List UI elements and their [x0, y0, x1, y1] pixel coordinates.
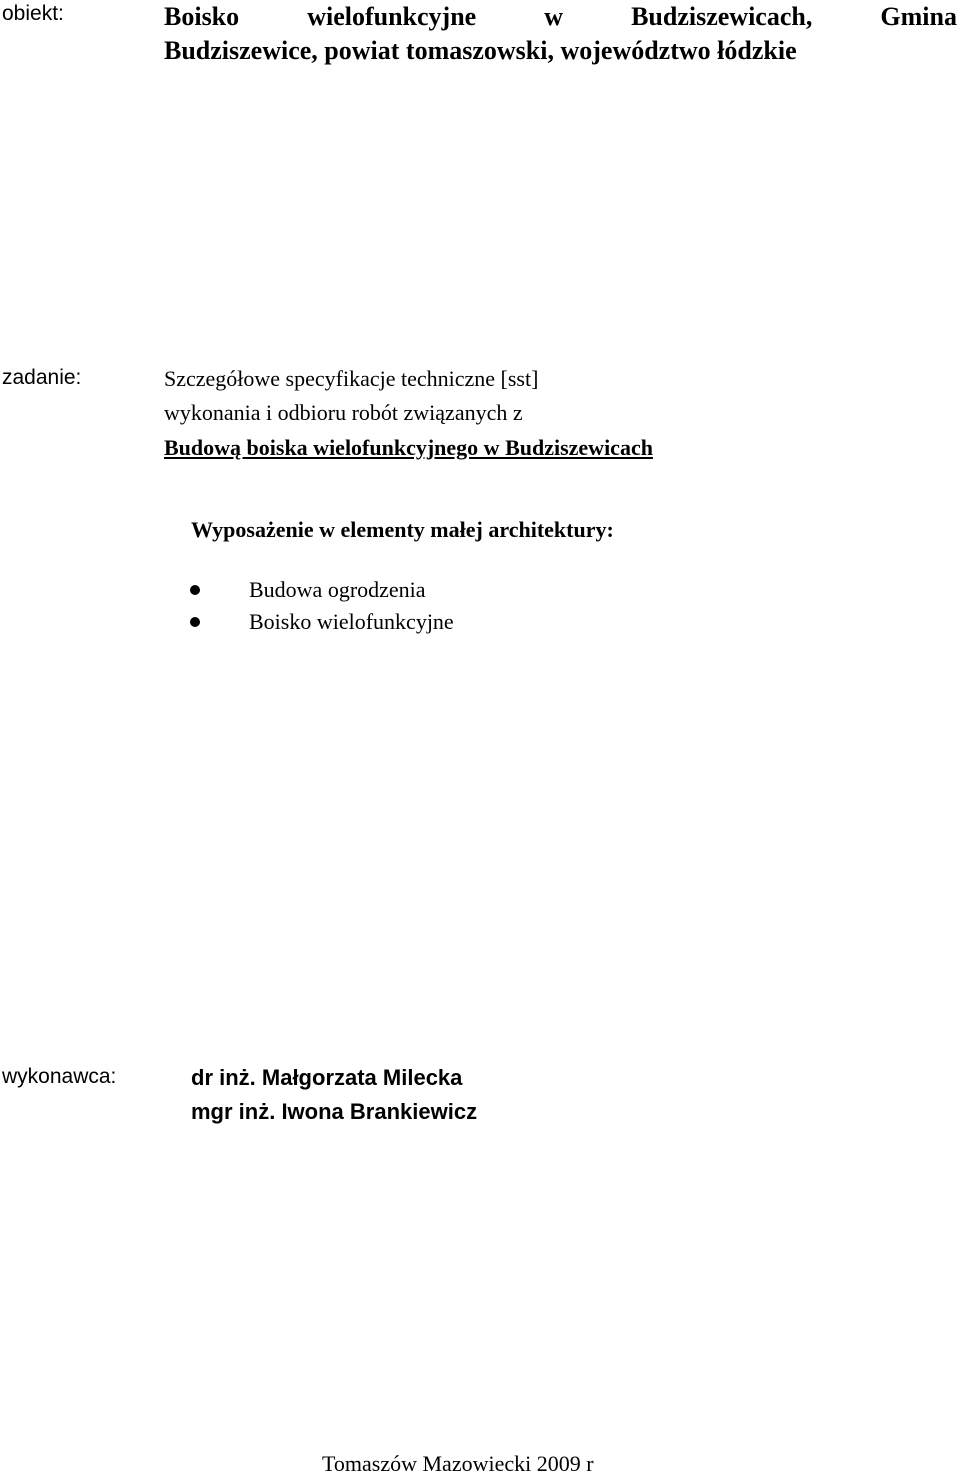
object-title-word: Gmina [880, 2, 957, 31]
object-title-line2: Budziszewice, powiat tomaszowski, województwo łódzkie [164, 36, 797, 65]
object-title-word: w [544, 2, 564, 31]
wykonawca-label: wykonawca: [2, 1065, 117, 1088]
contractor-name: dr inż. Małgorzata Milecka [191, 1065, 463, 1090]
list-item [190, 574, 426, 606]
task-line1: Szczegółowe specyfikacje techniczne [sst] [164, 366, 539, 391]
scope-heading: Wyposażenie w elementy małej architektury: [191, 517, 614, 542]
list-item-text: Boisko wielofunkcyjne [249, 609, 454, 634]
bullet-icon [190, 617, 200, 627]
bullet-icon [190, 585, 200, 595]
footer-place-date: Tomaszów Mazowiecki 2009 r [322, 1451, 594, 1476]
obiekt-label: obiekt: [2, 2, 64, 25]
zadanie-label: zadanie: [2, 366, 82, 389]
contractor-name: mgr inż. Iwona Brankiewicz [191, 1099, 478, 1124]
task-line3: Budową boiska wielofunkcyjnego w Budziszewicach [164, 435, 653, 460]
object-title-line1 [164, 0, 957, 34]
task-line2: wykonania i odbioru robót związanych z [164, 400, 523, 425]
list-item [190, 606, 454, 638]
list-item-text: Budowa ogrodzenia [249, 577, 426, 602]
object-title-word: Budziszewicach, [631, 2, 813, 31]
object-title-word: Boisko [164, 2, 240, 31]
object-title-word: wielofunkcyjne [307, 2, 477, 31]
